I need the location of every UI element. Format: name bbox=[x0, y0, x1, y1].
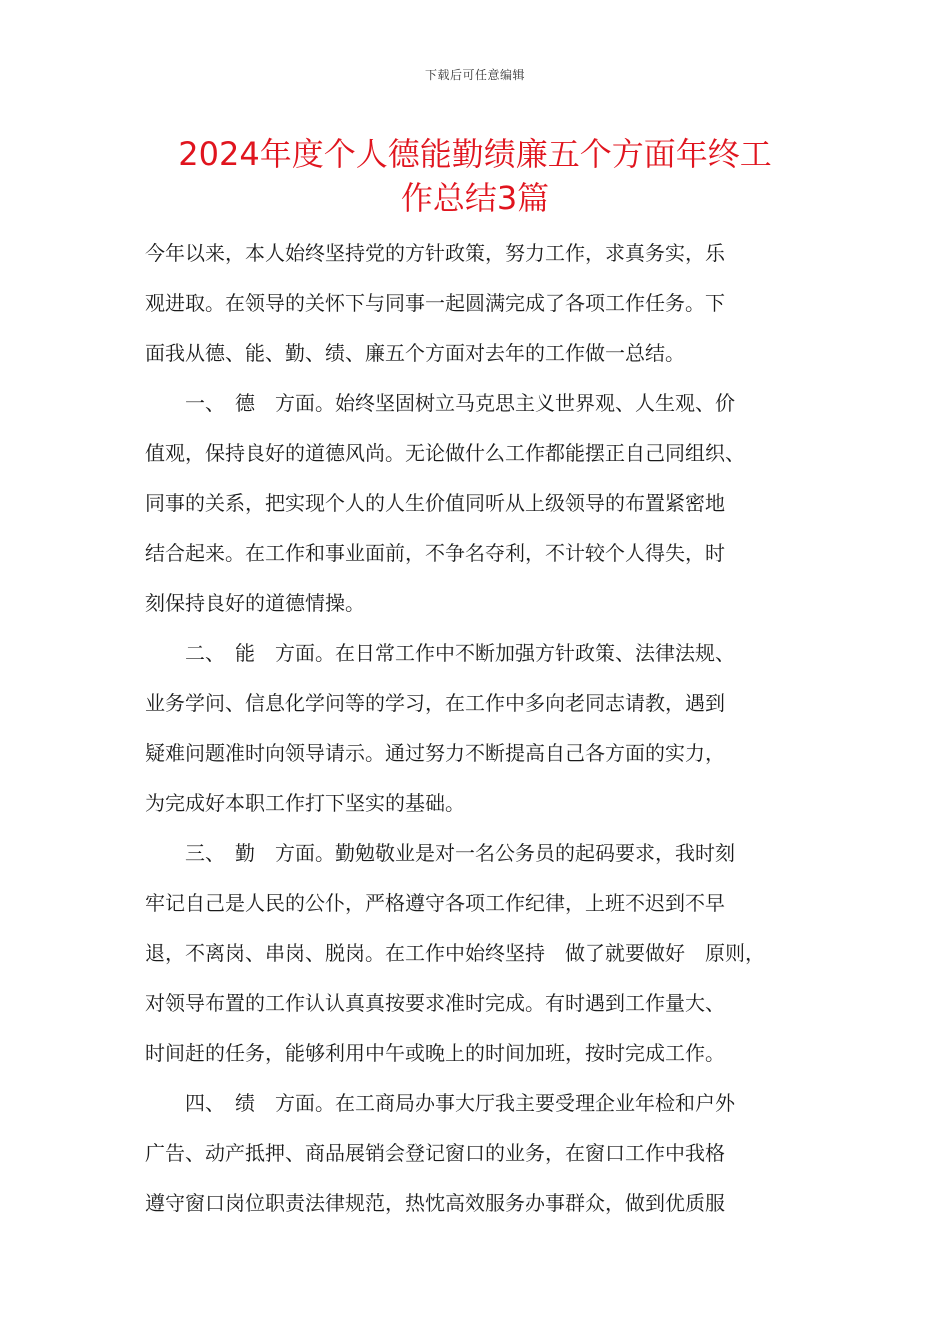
body-line: 值观，保持良好的道德风尚。无论做什么工作都能摆正自己同组织、 bbox=[145, 441, 745, 465]
body-line: 结合起来。在工作和事业面前，不争名夺利，不计较个人得失，时 bbox=[145, 541, 725, 565]
body-line: 时间赶的任务，能够利用中午或晚上的时间加班，按时完成工作。 bbox=[145, 1041, 725, 1065]
body-line: 同事的关系，把实现个人的人生价值同听从上级领导的布置紧密地 bbox=[145, 491, 725, 515]
body-line: 四、 绩 方面。在工商局办事大厅我主要受理企业年检和户外 bbox=[145, 1091, 735, 1115]
paragraph-neng bbox=[145, 628, 825, 828]
title-line-2: 作总结3篇 bbox=[400, 179, 550, 217]
paragraph-ji bbox=[145, 1078, 825, 1228]
body-line: 三、 勤 方面。勤勉敬业是对一名公务员的起码要求，我时刻 bbox=[145, 841, 735, 865]
body-line: 遵守窗口岗位职责法律规范，热忱高效服务办事群众，做到优质服 bbox=[145, 1191, 725, 1215]
body-line: 业务学问、信息化学问等的学习，在工作中多向老同志请教，遇到 bbox=[145, 691, 725, 715]
paragraph-de bbox=[145, 378, 825, 628]
body-line: 退，不离岗、串岗、脱岗。在工作中始终坚持 做了就要做好 原则， bbox=[145, 941, 765, 965]
body-line: 刻保持良好的道德情操。 bbox=[145, 591, 365, 615]
body-line: 一、 德 方面。始终坚固树立马克思主义世界观、人生观、价 bbox=[145, 391, 735, 415]
body-line: 二、 能 方面。在日常工作中不断加强方针政策、法律法规、 bbox=[145, 641, 735, 665]
body-line: 疑难问题准时向领导请示。通过努力不断提高自己各方面的实力， bbox=[145, 741, 725, 765]
document-body bbox=[145, 228, 825, 1228]
body-line: 观进取。在领导的关怀下与同事一起圆满完成了各项工作任务。下 bbox=[145, 291, 725, 315]
body-line: 对领导布置的工作认认真真按要求准时完成。有时遇到工作量大、 bbox=[145, 991, 725, 1015]
title-line-1: 2024年度个人德能勤绩廉五个方面年终工 bbox=[178, 135, 772, 173]
header-note: 下载后可任意编辑 bbox=[424, 68, 525, 82]
body-line: 牢记自己是人民的公仆，严格遵守各项工作纪律，上班不迟到不早 bbox=[145, 891, 725, 915]
body-line: 为完成好本职工作打下坚实的基础。 bbox=[145, 791, 465, 815]
paragraph-qin bbox=[145, 828, 825, 1078]
body-line: 广告、动产抵押、商品展销会登记窗口的业务，在窗口工作中我格 bbox=[145, 1141, 725, 1165]
body-line: 今年以来，本人始终坚持党的方针政策，努力工作，求真务实，乐 bbox=[145, 241, 725, 265]
body-line: 面我从德、能、勤、绩、廉五个方面对去年的工作做一总结。 bbox=[145, 341, 685, 365]
paragraph-intro bbox=[145, 228, 825, 378]
document-title bbox=[140, 132, 810, 220]
